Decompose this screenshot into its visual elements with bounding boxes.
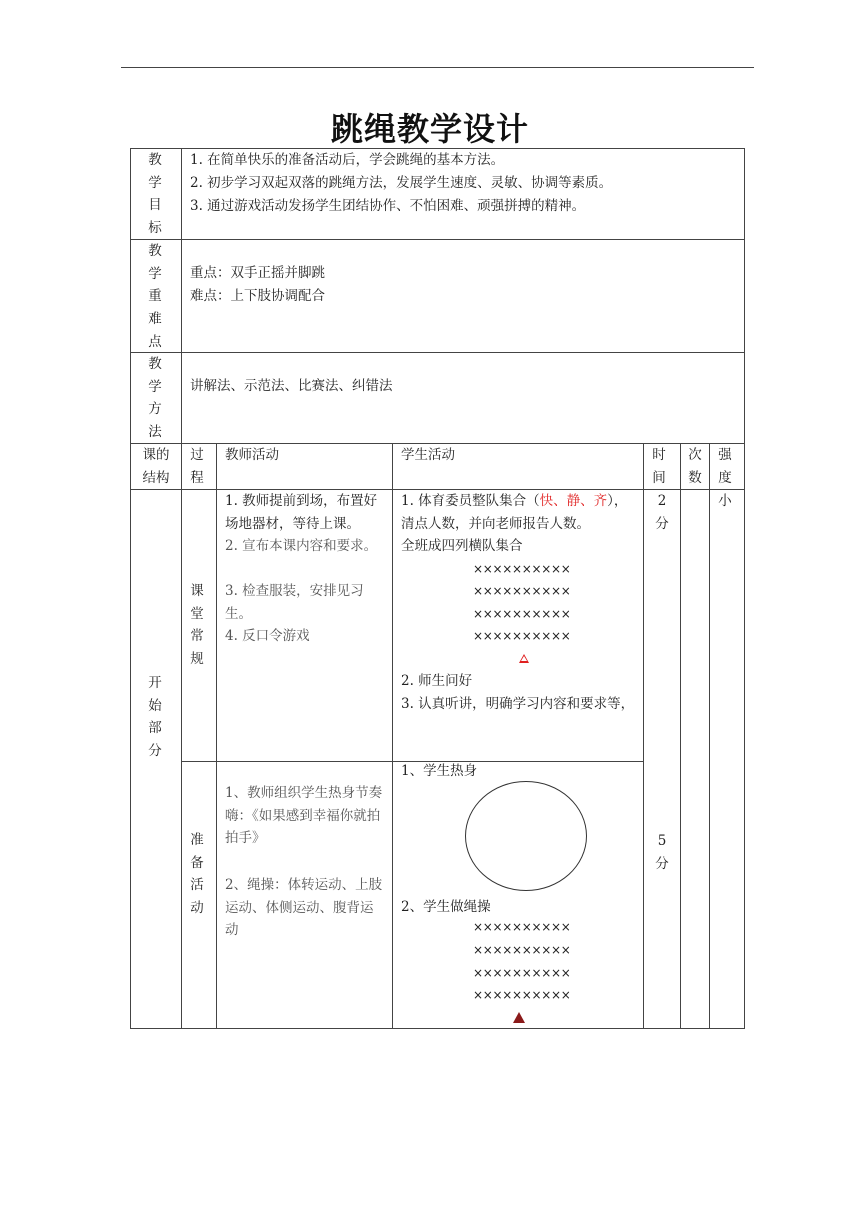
teacher-position-triangle-icon [519, 654, 529, 663]
warmup-circle-formation [465, 781, 587, 891]
teacher-routine-item: 3. 检查服装，安排见习生。 [225, 583, 364, 622]
formation-row: ×××××××××× [473, 920, 571, 934]
col-divider [680, 443, 681, 1029]
header-process: 过程 [190, 447, 204, 486]
formation-row: ×××××××××× [473, 988, 571, 1002]
routine-label: 课堂常规 [190, 583, 204, 668]
teacher-position-triangle-icon [513, 1012, 525, 1023]
header-intensity: 强度 [718, 447, 732, 486]
formation-row: ×××××××××× [473, 966, 571, 980]
student-routine-line: 清点人数，并向老师报告人数。 [401, 516, 590, 532]
teacher-warmup-item: 2、绳操：体转运动、上肢运动、体侧运动、腹背运动 [225, 877, 383, 939]
header-count: 次数 [688, 447, 702, 486]
warmup-time: 5分 [655, 833, 669, 872]
key-point: 重点：双手正摇并脚跳 [190, 265, 325, 281]
teacher-routine-item: 4. 反口令游戏 [225, 628, 310, 644]
student-routine-prefix: 1. 体育委员整队集合（ [401, 493, 540, 509]
header-student: 学生活动 [401, 447, 455, 463]
header-time: 时间 [652, 447, 666, 486]
formation-row: ×××××××××× [473, 607, 571, 621]
document-title: 跳绳教学设计 [330, 110, 529, 148]
difficulty-point: 难点：上下肢协调配合 [190, 288, 325, 304]
row-divider [130, 239, 745, 240]
row-divider [130, 352, 745, 353]
key-points-label: 教学重难点 [148, 243, 162, 350]
col-divider [643, 443, 644, 1029]
formation-row: ×××××××××× [473, 943, 571, 957]
header-structure: 课的结构 [142, 447, 170, 486]
routine-intensity: 小 [718, 493, 732, 509]
student-routine-line [401, 490, 627, 513]
col-divider [216, 443, 217, 1029]
methods-text: 讲解法、示范法、比赛法、纠错法 [190, 378, 393, 394]
student-routine-suffix: ）， [607, 493, 628, 509]
methods-label: 教学方法 [148, 356, 162, 441]
warmup-label: 准备活动 [190, 832, 204, 917]
student-warmup-line: 1、学生热身 [401, 763, 478, 779]
student-warmup-line: 2、学生做绳操 [401, 899, 491, 915]
objectives-label: 教学目标 [148, 152, 162, 237]
student-routine-line: 2. 师生问好 [401, 673, 473, 689]
student-routine-line: 全班成四列横队集合 [401, 538, 523, 554]
objective-item: 1. 在简单快乐的准备活动后，学会跳绳的基本方法。 [190, 152, 505, 168]
teacher-routine-item: 1. 教师提前到场，布置好场地器材，等待上课。 [225, 493, 378, 532]
header-teacher: 教师活动 [225, 447, 279, 463]
formation-row: ×××××××××× [473, 629, 571, 643]
teacher-warmup-item: 1、教师组织学生热身节奏嗨：《如果感到幸福你就拍拍手》 [225, 785, 383, 847]
col-divider [709, 443, 710, 1029]
student-routine-highlight: 快、静、齐 [539, 493, 608, 509]
objective-item: 2. 初步学习双起双落的跳绳方法，发展学生速度、灵敏、协调等素质。 [190, 175, 613, 191]
formation-row: ×××××××××× [473, 562, 571, 576]
objective-item: 3. 通过游戏活动发扬学生团结协作、不怕困难、顽强拼搏的精神。 [190, 198, 586, 214]
teacher-routine-item: 2. 宣布本课内容和要求。 [225, 538, 378, 554]
student-routine-line: 3. 认真听讲，明确学习内容和要求等， [401, 696, 635, 712]
col-divider [181, 443, 182, 1029]
header-rule [121, 67, 754, 68]
col-divider [181, 148, 182, 443]
col-divider [392, 443, 393, 1029]
start-section-label: 开始部分 [148, 675, 162, 760]
routine-time: 2分 [655, 493, 669, 532]
formation-row: ×××××××××× [473, 584, 571, 598]
